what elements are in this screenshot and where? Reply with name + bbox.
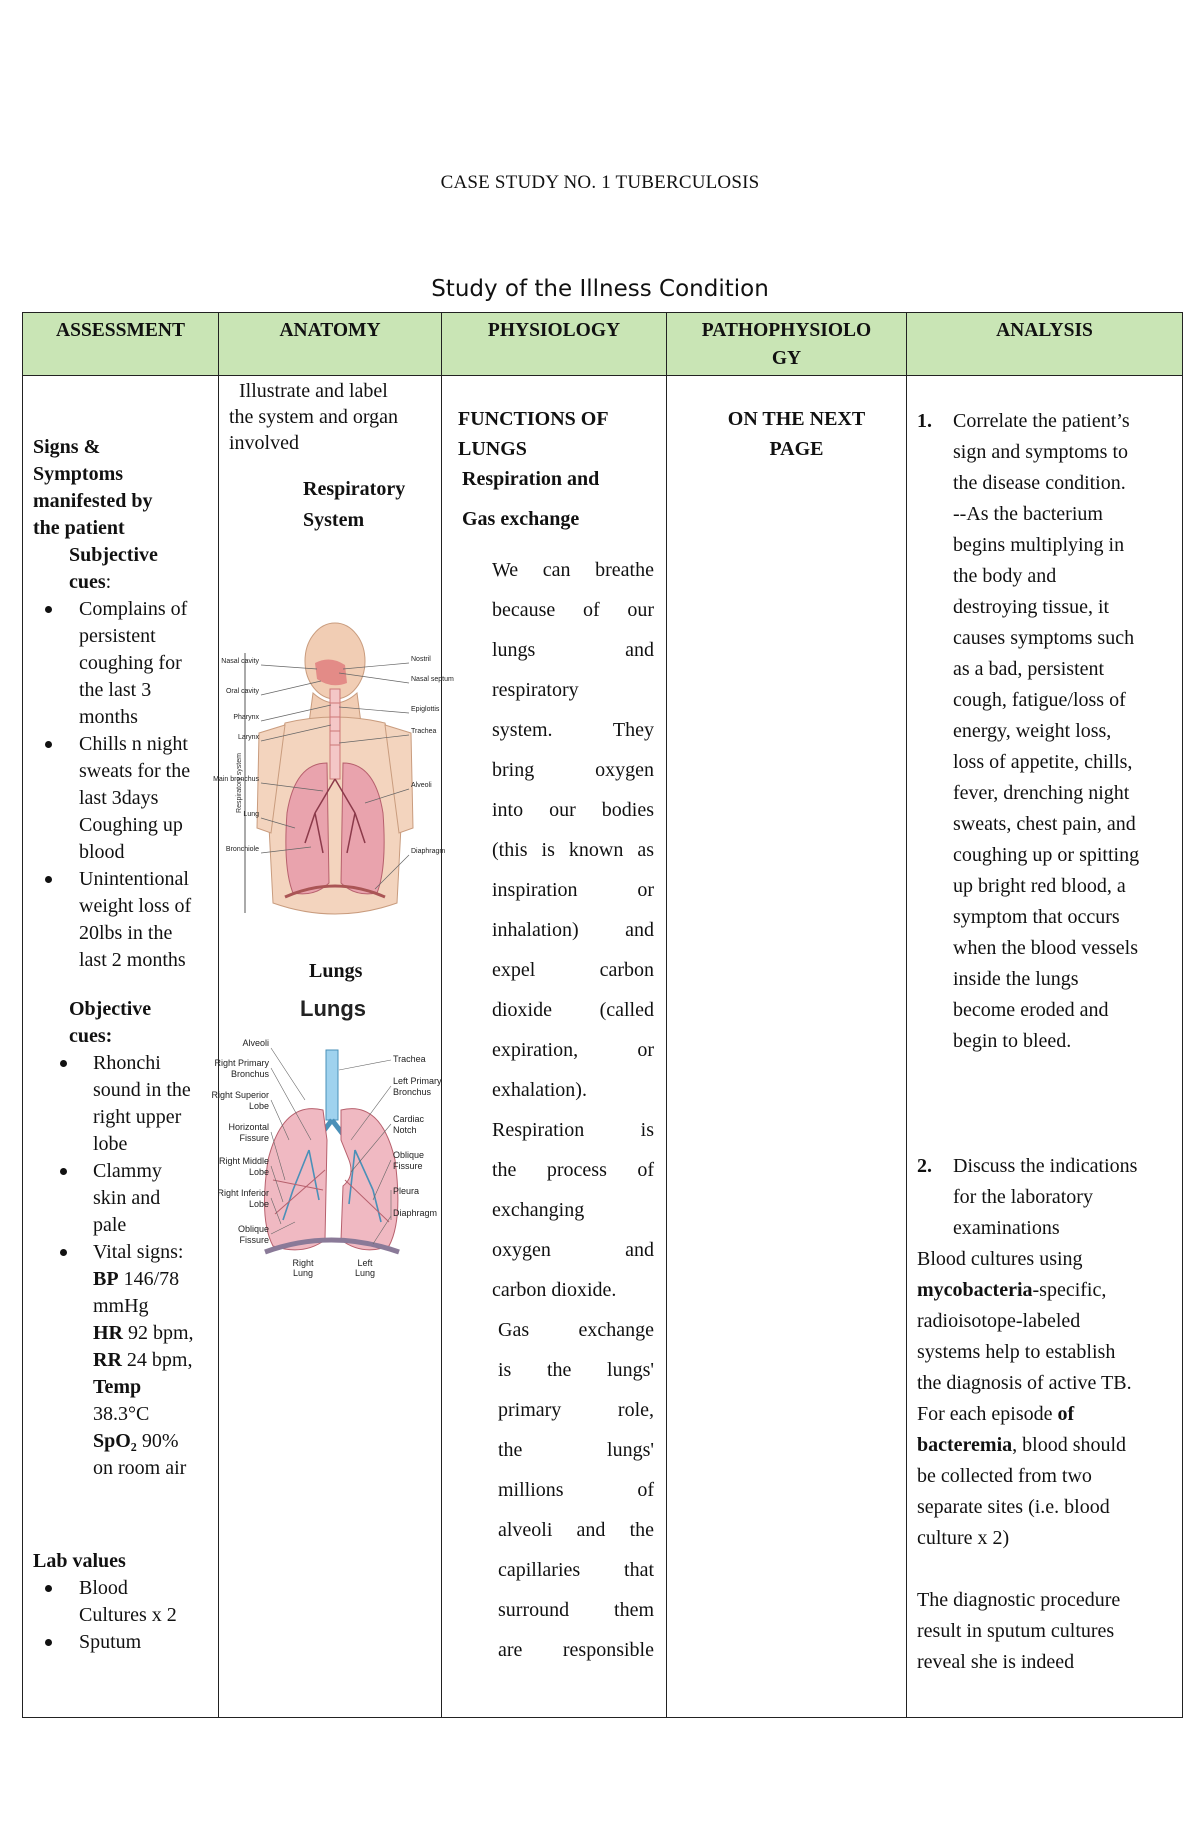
header-patho-line1: PATHOPHYSIOLO — [701, 320, 872, 341]
list-item: Sputum — [33, 1629, 212, 1656]
svg-text:Pleura: Pleura — [393, 1186, 420, 1196]
objective-heading: Objective cues: — [69, 998, 152, 1047]
analysis-sputum-paragraph: The diagnostic procedure result in sputum cultures reveal she is indeed — [917, 1589, 1121, 1673]
svg-text:Right: Right — [292, 1258, 314, 1268]
lungs-label: Lungs — [309, 960, 363, 982]
assessment-cell — [23, 376, 219, 1718]
svg-text:Lobe: Lobe — [248, 1101, 269, 1111]
svg-text:Fissure: Fissure — [393, 1161, 423, 1171]
svg-text:Pharynx: Pharynx — [233, 714, 259, 721]
respiratory-system-label: Respiratory System — [303, 478, 406, 531]
illness-study-table — [22, 312, 1183, 1718]
analysis-cell — [907, 376, 1183, 1718]
svg-text:Epiglottis: Epiglottis — [411, 706, 440, 713]
header-physiology: PHYSIOLOGY — [442, 313, 667, 376]
svg-text:Horizontal: Horizontal — [228, 1122, 269, 1132]
header-patho-line2: GY — [771, 348, 802, 369]
svg-text:Diaphragm: Diaphragm — [411, 848, 446, 855]
analysis-question-1: 1. Correlate the patient’s sign and symptoms to the disease condition. --As the bacterium begins multiplying in the body and destroying tissue, it causes symptoms such as a bad, persistent cough, fatigue/loss of energy, weight loss, loss of appetite, chills, fever, drenching night sweats, chest pain, and coughing up or spitting up bright red blood, a symptom that occurs when the blood vessels inside the lungs become eroded and begin to bleed. — [917, 406, 1174, 1057]
header-pathophysiology — [667, 313, 907, 376]
svg-text:Fissure: Fissure — [239, 1133, 269, 1143]
svg-text:Nasal cavity: Nasal cavity — [221, 658, 259, 665]
svg-text:Bronchus: Bronchus — [230, 1069, 269, 1079]
svg-text:Oblique: Oblique — [393, 1150, 425, 1160]
header-anatomy: ANATOMY — [219, 313, 442, 376]
list-item: Unintentional weight loss of 20lbs in the last 2 months — [33, 866, 212, 974]
list-item: Complains of persistent coughing for the last 3 months — [33, 596, 212, 731]
objective-list — [33, 1050, 212, 1482]
svg-text:Cardiac: Cardiac — [393, 1114, 425, 1124]
lungs-figure-title: Lungs — [300, 996, 366, 1021]
figure1-vertical-label: Respiratory system — [236, 753, 243, 813]
svg-text:Nostril: Nostril — [411, 656, 431, 663]
lungs-figure — [211, 990, 442, 1278]
header-analysis: ANALYSIS — [907, 313, 1183, 376]
svg-text:Notch: Notch — [393, 1125, 417, 1135]
svg-text:Lung: Lung — [292, 1268, 314, 1278]
svg-text:Oblique: Oblique — [237, 1224, 269, 1234]
list-item: Clammy skin and pale — [33, 1158, 212, 1239]
svg-text:Right Inferior: Right Inferior — [217, 1188, 269, 1198]
svg-text:Lobe: Lobe — [248, 1167, 269, 1177]
svg-text:Lobe: Lobe — [248, 1199, 269, 1209]
svg-text:Right Primary: Right Primary — [214, 1058, 269, 1068]
svg-text:Lung: Lung — [243, 811, 259, 818]
list-item: Chills n night sweats for the last 3days — [33, 731, 212, 812]
svg-text:Nasal septum: Nasal septum — [411, 676, 454, 683]
signs-heading: Signs & Symptoms manifested by the patient — [33, 436, 153, 539]
svg-text:Larynx: Larynx — [237, 734, 259, 741]
physiology-heading-gas-exchange: Gas exchange — [462, 508, 580, 530]
analysis-blood-cultures-paragraph: Blood cultures using mycobacteria-specific, radioisotope-labeled systems help to establish the diagnosis of active TB. For each episode of bacteremia, blood should be collected from two separate sites (i.e. blood culture x 2) — [917, 1248, 1132, 1549]
svg-text:Alveoli: Alveoli — [242, 1038, 269, 1048]
svg-text:Lung: Lung — [354, 1268, 376, 1278]
svg-text:Fissure: Fissure — [239, 1235, 269, 1245]
vital-signs-item: Vital signs: BP 146/78 mmHg HR 92 bpm, RR 24 bpm, Temp 38.3°C SpO₂ 90% on room air — [33, 1239, 212, 1482]
svg-text:Right Middle: Right Middle — [218, 1156, 269, 1166]
svg-text:Main bronchus: Main bronchus — [213, 776, 259, 783]
analysis-answer-1: --As the bacterium begins multiplying in the body and destroying tissue, it causes symptoms such as a bad, persistent cough, fatigue/loss of energy, weight loss, loss of appetite, chills, fever, drenching night sweats, chest pain, and coughing up or spitting up bright red blood, a symptom that occurs when the blood vessels inside the lungs become eroded and begin to bleed. — [953, 503, 1140, 1052]
header-assessment: ASSESSMENT — [23, 313, 219, 376]
svg-text:Trachea: Trachea — [393, 1054, 426, 1064]
pathophysiology-note: ON THE NEXT PAGE — [727, 408, 866, 460]
svg-text:Left Primary: Left Primary — [393, 1076, 442, 1086]
list-item: Blood Cultures x 2 — [33, 1575, 212, 1629]
physiology-body-text: We can breathe because of our lungs and respiratory system. They bring oxygen into our bodies (this is known as inspiration or inhalation) and expel carbon dioxide (called expiration, or exhalation). Respiration is the process of exchanging oxygen and carbon dioxide. Gas exchange is the lungs' primary role, the lungs' millions of alveoli and the capillaries that surround them are responsible — [492, 559, 654, 1661]
lab-values-heading: Lab values — [33, 1550, 126, 1572]
svg-text:Trachea: Trachea — [411, 728, 437, 735]
svg-text:Bronchus: Bronchus — [393, 1087, 432, 1097]
subjective-heading: Subjective cues: — [69, 544, 158, 593]
physiology-heading-functions: FUNCTIONS OF LUNGS — [458, 408, 609, 460]
subjective-list — [33, 596, 212, 974]
anatomy-intro: Illustrate and label the system and organ involved — [229, 380, 399, 454]
table-body-row — [23, 376, 1183, 1718]
svg-text:Alveoli: Alveoli — [411, 782, 432, 789]
anatomy-cell — [211, 376, 454, 1718]
svg-text:Left: Left — [357, 1258, 373, 1268]
svg-text:Bronchiole: Bronchiole — [225, 846, 259, 853]
analysis-question-2: 2. Discuss the indications for the laboratory examinations — [917, 1155, 1138, 1239]
respiratory-system-figure — [213, 613, 454, 953]
physiology-cell — [442, 376, 667, 1718]
svg-text:Diaphragm: Diaphragm — [393, 1208, 438, 1218]
physiology-heading-respiration: Respiration and — [462, 468, 600, 490]
list-item: Rhonchi sound in the right upper lobe — [33, 1050, 212, 1158]
svg-text:Oral cavity: Oral cavity — [225, 688, 259, 695]
pathophysiology-cell — [667, 376, 907, 1718]
table-title: Study of the Illness Condition — [431, 276, 769, 302]
lab-values-list — [33, 1575, 212, 1656]
list-item: Coughing up blood — [79, 814, 183, 863]
page-title: CASE STUDY NO. 1 TUBERCULOSIS — [440, 172, 760, 193]
svg-text:Right Superior: Right Superior — [211, 1090, 269, 1100]
table-header-row — [23, 313, 1183, 376]
